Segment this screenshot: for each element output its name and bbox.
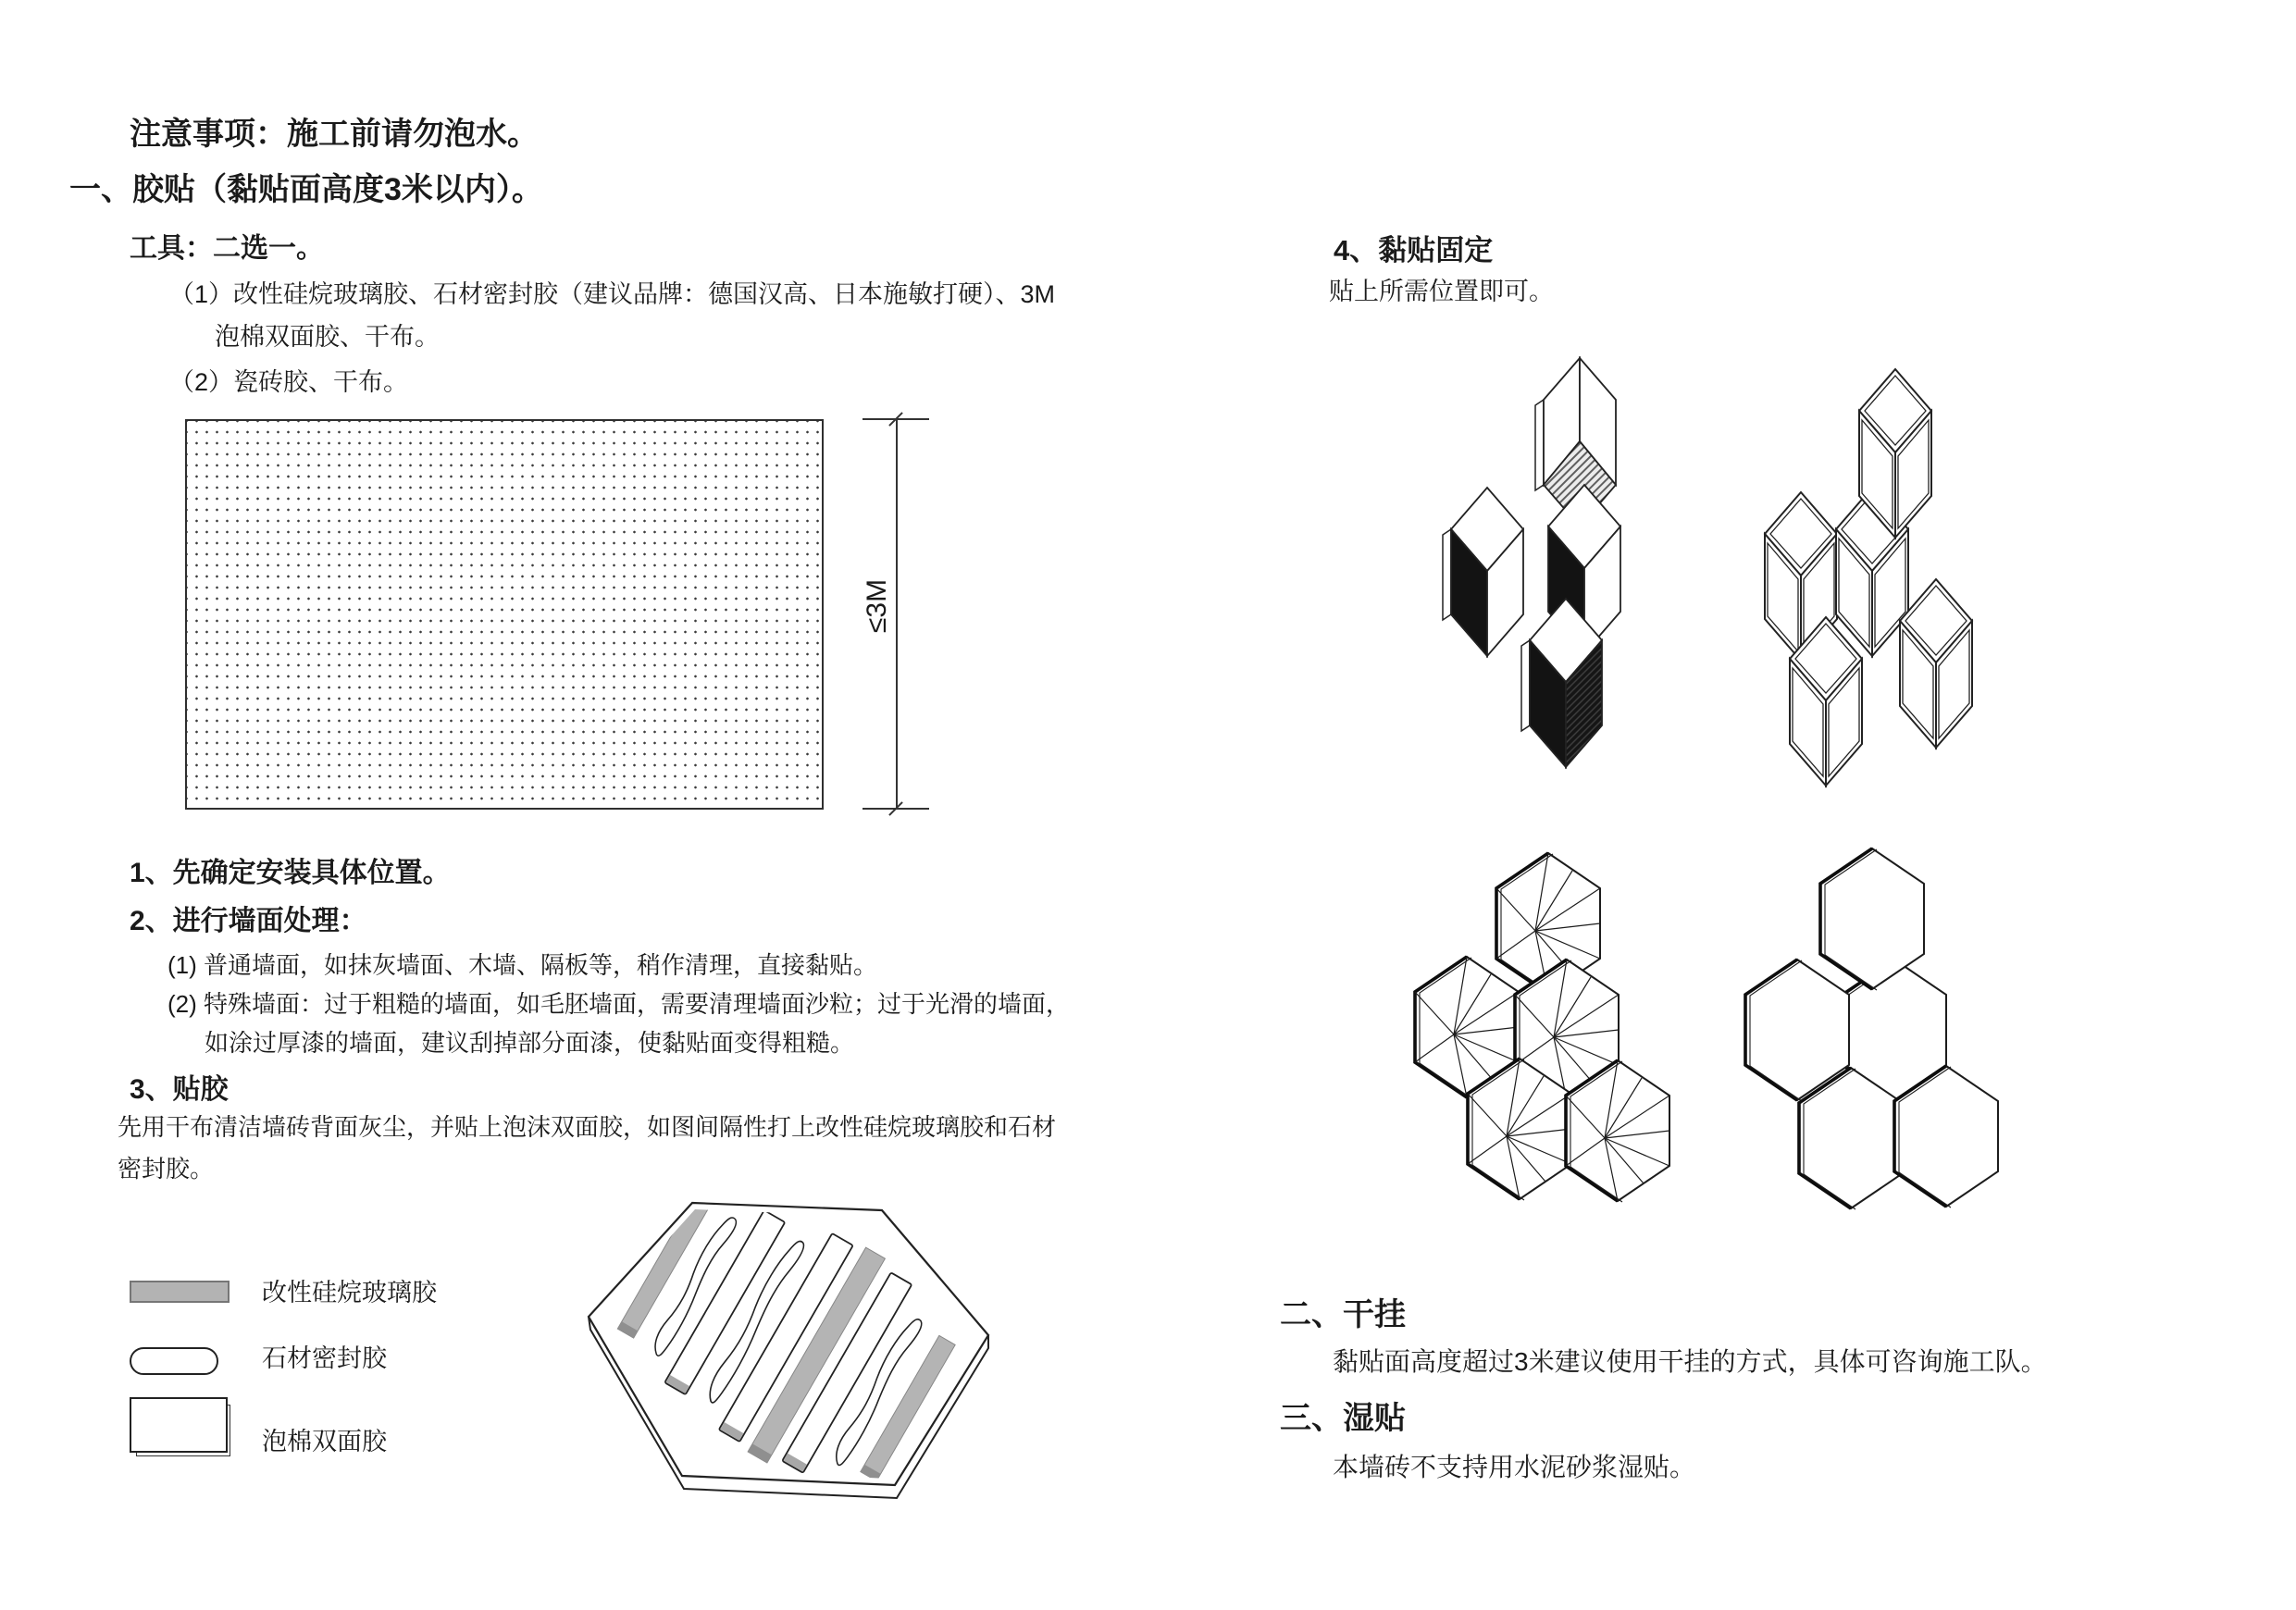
section2-body: 黏贴面高度超过3米建议使用干挂的方式，具体可咨询施工队。 xyxy=(1333,1347,2047,1376)
step1: 1、先确定安装具体位置。 xyxy=(130,858,451,888)
legend-label-stone-sealant: 石材密封胶 xyxy=(262,1344,387,1372)
step2: 2、进行墙面处理： xyxy=(130,906,367,936)
wall-height-dimension-label: ≤3M xyxy=(862,578,892,634)
rhombic-outline-tile-cluster-diagram xyxy=(1723,359,2034,803)
step2-sub2: (2) 特殊墙面：过于粗糙的墙面，如毛胚墙面，需要清理墙面沙粒；过于光滑的墙面， xyxy=(168,990,1071,1018)
step2-sub3: 如涂过厚漆的墙面，建议刮掉部分面漆，使黏贴面变得粗糙。 xyxy=(205,1029,855,1057)
step2-sub1: (1) 普通墙面，如抹灰墙面、木墙、隔板等，稍作清理，直接黏贴。 xyxy=(168,951,878,979)
faceted-hex-tile-cluster-diagram xyxy=(1396,844,1725,1223)
dimension-line xyxy=(896,419,898,810)
legend-swatch-stone-sealant xyxy=(130,1347,218,1375)
step4-body: 贴上所需位置即可。 xyxy=(1329,278,1554,305)
legend-label-foam-tape: 泡棉双面胶 xyxy=(262,1428,387,1455)
dotted-wall-area-diagram xyxy=(185,419,824,810)
step3-body2: 密封胶。 xyxy=(118,1155,215,1183)
section2-heading: 二、干挂 xyxy=(1280,1297,1406,1332)
section1-heading: 一、胶贴（黏贴面高度3米以内）。 xyxy=(69,172,543,207)
plain-hex-tile-cluster-diagram xyxy=(1732,835,2047,1242)
tool-option1-line1: （1）改性硅烷玻璃胶、石材密封胶（建议品牌：德国汉高、日本施敏打硬）、3M xyxy=(169,280,1056,308)
hex-tile-glue-stripes-diagram xyxy=(566,1186,1011,1529)
note-title: 注意事项：施工前请勿泡水。 xyxy=(130,117,539,152)
step4: 4、黏贴固定 xyxy=(1334,234,1494,266)
legend-swatch-silane-glue xyxy=(130,1281,230,1303)
legend-swatch-foam-tape xyxy=(130,1397,228,1453)
tools-title: 工具：二选一。 xyxy=(130,233,324,264)
section3-heading: 三、湿贴 xyxy=(1280,1401,1406,1436)
step3: 3、贴胶 xyxy=(130,1074,229,1105)
section3-body: 本墙砖不支持用水泥砂浆湿贴。 xyxy=(1333,1453,1696,1481)
rhombic-shaded-tile-cluster-diagram xyxy=(1416,350,1740,812)
step3-body1: 先用干布清洁墙砖背面灰尘，并贴上泡沫双面胶，如图间隔性打上改性硅烷玻璃胶和石材 xyxy=(118,1113,1057,1141)
legend-label-silane-glue: 改性硅烷玻璃胶 xyxy=(262,1279,437,1307)
tool-option1-line2: 泡棉双面胶、干布。 xyxy=(215,323,440,351)
tool-option2: （2）瓷砖胶、干布。 xyxy=(169,368,409,396)
